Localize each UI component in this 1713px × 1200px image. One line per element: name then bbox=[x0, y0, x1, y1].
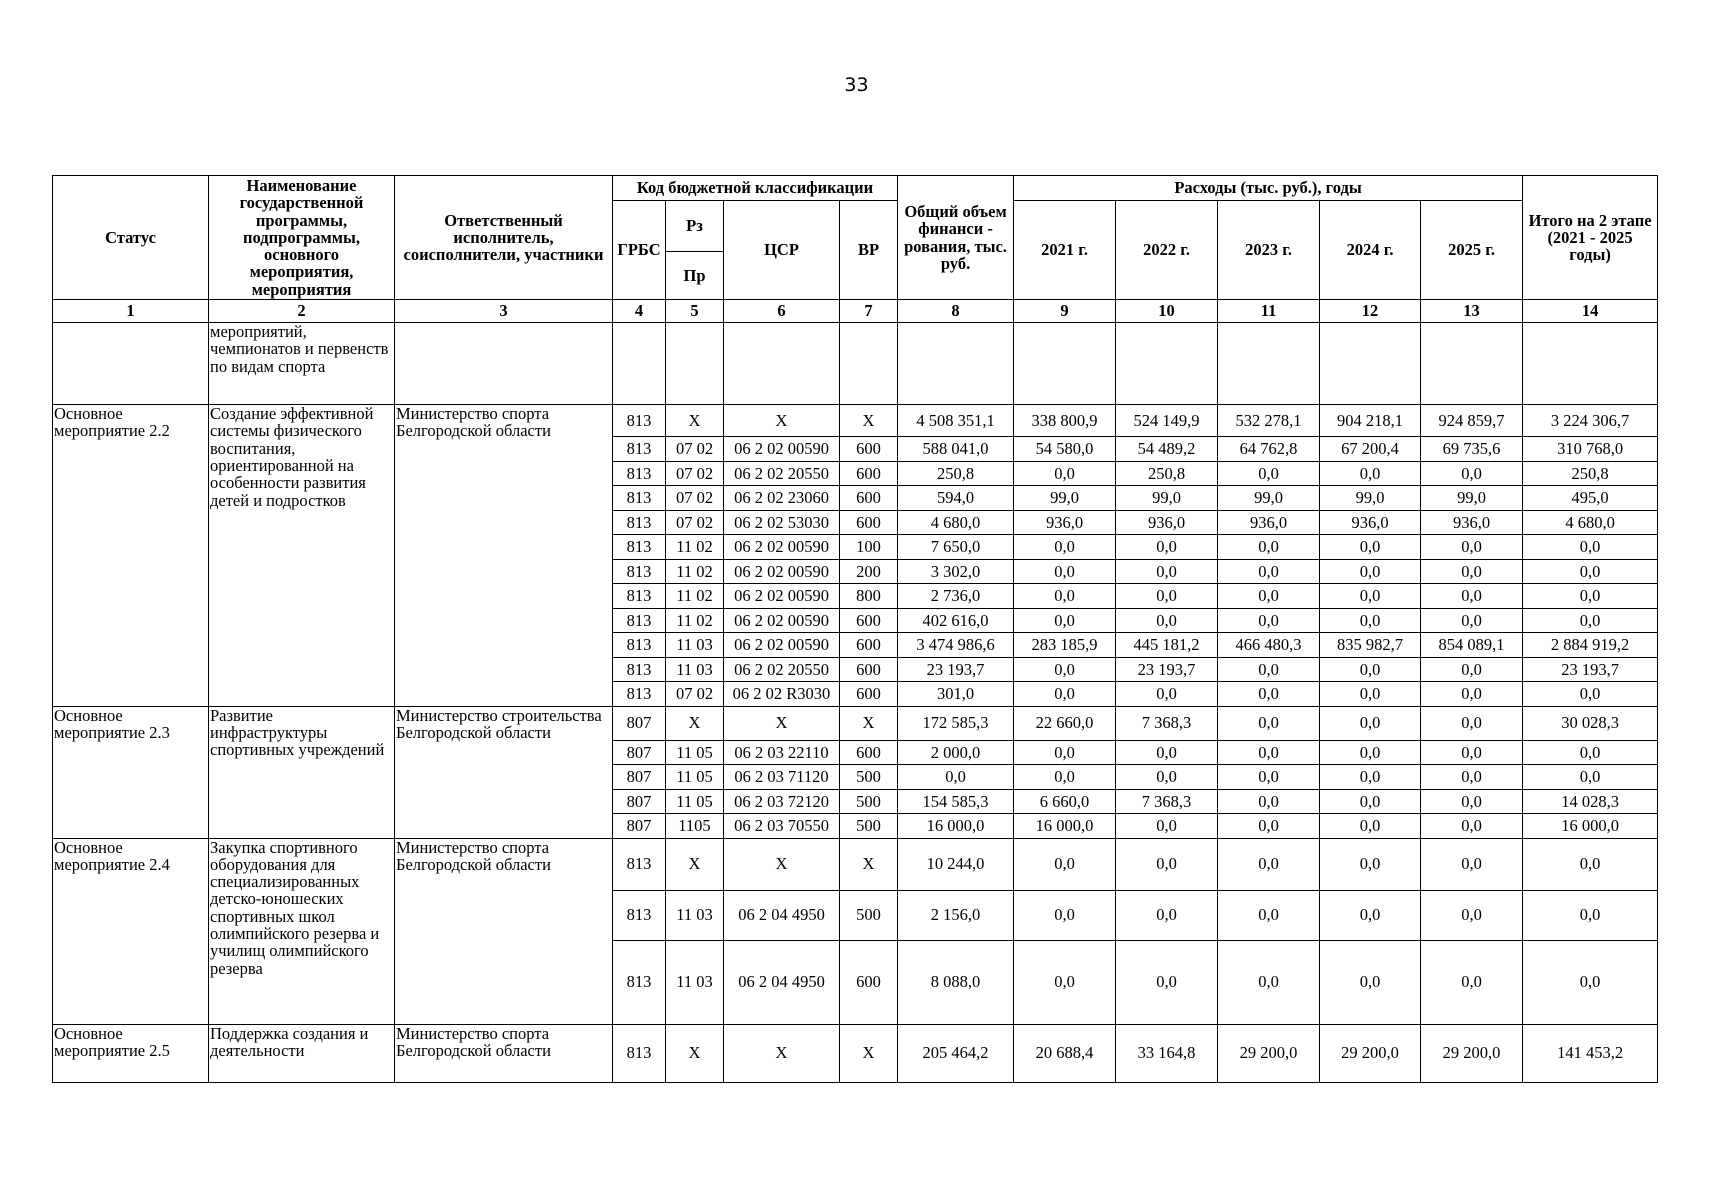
executor-cell: Министерство спорта Белгородской области bbox=[395, 405, 613, 707]
data-cell: 0,0 bbox=[1421, 559, 1523, 584]
data-cell: 99,0 bbox=[1014, 486, 1116, 511]
header-budget-code: Код бюджетной классификации bbox=[613, 176, 898, 201]
table-row bbox=[53, 1024, 1658, 1082]
data-cell: 4 680,0 bbox=[1523, 510, 1658, 535]
data-cell: 0,0 bbox=[1421, 940, 1523, 1024]
data-cell: 594,0 bbox=[898, 486, 1014, 511]
data-cell: 807 bbox=[613, 814, 666, 839]
data-cell: 445 181,2 bbox=[1116, 633, 1218, 658]
data-cell: 0,0 bbox=[1014, 890, 1116, 940]
data-cell: 23 193,7 bbox=[1116, 657, 1218, 682]
data-cell: 23 193,7 bbox=[898, 657, 1014, 682]
data-cell: 813 bbox=[613, 682, 666, 707]
data-cell: 7 368,3 bbox=[1116, 706, 1218, 740]
data-cell: 0,0 bbox=[1218, 584, 1320, 609]
header-expenses: Расходы (тыс. руб.), годы bbox=[1014, 176, 1523, 201]
continuation-name: мероприятий, чемпионатов и первенств по видам спорта bbox=[209, 323, 395, 405]
data-cell: 813 bbox=[613, 890, 666, 940]
data-cell: 0,0 bbox=[1320, 940, 1421, 1024]
data-cell: 14 028,3 bbox=[1523, 789, 1658, 814]
data-cell: 0,0 bbox=[1116, 890, 1218, 940]
data-cell: 141 453,2 bbox=[1523, 1024, 1658, 1082]
data-cell: 0,0 bbox=[1218, 608, 1320, 633]
header-year: 2024 г. bbox=[1320, 201, 1421, 300]
data-cell: 466 480,3 bbox=[1218, 633, 1320, 658]
header-year: 2023 г. bbox=[1218, 201, 1320, 300]
data-cell: 813 bbox=[613, 535, 666, 560]
data-cell: 338 800,9 bbox=[1014, 405, 1116, 437]
data-cell: 0,0 bbox=[1320, 584, 1421, 609]
status-cell bbox=[53, 323, 209, 405]
data-cell: 0,0 bbox=[1320, 838, 1421, 890]
data-cell: 0,0 bbox=[1116, 608, 1218, 633]
data-cell: 29 200,0 bbox=[1421, 1024, 1523, 1082]
header-vr: ВР bbox=[840, 201, 898, 300]
data-cell: 936,0 bbox=[1421, 510, 1523, 535]
data-cell: 0,0 bbox=[1218, 535, 1320, 560]
data-cell: 0,0 bbox=[1218, 657, 1320, 682]
data-cell: 06 2 02 00590 bbox=[724, 559, 840, 584]
data-cell: 3 302,0 bbox=[898, 559, 1014, 584]
table-row bbox=[53, 706, 1658, 740]
data-cell: 588 041,0 bbox=[898, 437, 1014, 462]
data-cell: 2 000,0 bbox=[898, 740, 1014, 765]
data-cell: 0,0 bbox=[1116, 584, 1218, 609]
data-cell: 835 982,7 bbox=[1320, 633, 1421, 658]
data-cell: 600 bbox=[840, 940, 898, 1024]
data-cell: 0,0 bbox=[1320, 657, 1421, 682]
data-cell: 813 bbox=[613, 633, 666, 658]
column-number: 12 bbox=[1320, 300, 1421, 323]
data-cell: 172 585,3 bbox=[898, 706, 1014, 740]
data-cell: 205 464,2 bbox=[898, 1024, 1014, 1082]
data-cell: 936,0 bbox=[1014, 510, 1116, 535]
data-cell: 250,8 bbox=[1523, 461, 1658, 486]
data-cell: 0,0 bbox=[1218, 461, 1320, 486]
data-cell: 0,0 bbox=[1320, 535, 1421, 560]
status-cell: Основное мероприятие 2.5 bbox=[53, 1024, 209, 1082]
data-cell: 06 2 02 00590 bbox=[724, 437, 840, 462]
data-cell: 06 2 02 00590 bbox=[724, 535, 840, 560]
data-cell: 0,0 bbox=[1421, 608, 1523, 633]
data-cell: Х bbox=[724, 838, 840, 890]
data-cell: 0,0 bbox=[1218, 940, 1320, 1024]
data-cell: 813 bbox=[613, 940, 666, 1024]
data-cell: 2 884 919,2 bbox=[1523, 633, 1658, 658]
data-cell: 0,0 bbox=[1421, 657, 1523, 682]
data-cell: 0,0 bbox=[1523, 682, 1658, 707]
data-cell: 10 244,0 bbox=[898, 838, 1014, 890]
data-cell: 0,0 bbox=[1523, 584, 1658, 609]
data-cell: 495,0 bbox=[1523, 486, 1658, 511]
program-name-cell: Закупка спортивного оборудования для специализированных детско-юношеских спортивных школ олимпийского резерва и училищ олимпийского резерва bbox=[209, 838, 395, 1024]
column-number: 2 bbox=[209, 300, 395, 323]
data-cell: 0,0 bbox=[1218, 740, 1320, 765]
data-cell: 16 000,0 bbox=[898, 814, 1014, 839]
header-name: Наименование государственной программы, подпрограммы, основного мероприятия, мероприятия bbox=[209, 176, 395, 300]
header-status: Статус bbox=[53, 176, 209, 300]
data-cell: 0,0 bbox=[1116, 682, 1218, 707]
data-cell: 813 bbox=[613, 486, 666, 511]
data-cell: 3 224 306,7 bbox=[1523, 405, 1658, 437]
data-cell: 813 bbox=[613, 584, 666, 609]
data-cell: 0,0 bbox=[1116, 740, 1218, 765]
data-cell: 600 bbox=[840, 486, 898, 511]
data-cell: 07 02 bbox=[666, 682, 724, 707]
executor-cell: Министерство строительства Белгородской области bbox=[395, 706, 613, 838]
data-cell: Х bbox=[724, 405, 840, 437]
data-cell: 2 156,0 bbox=[898, 890, 1014, 940]
data-cell: 06 2 02 00590 bbox=[724, 584, 840, 609]
data-cell: 600 bbox=[840, 437, 898, 462]
data-cell: 807 bbox=[613, 765, 666, 790]
data-cell: 0,0 bbox=[1014, 740, 1116, 765]
data-cell: 600 bbox=[840, 633, 898, 658]
data-cell: 0,0 bbox=[898, 765, 1014, 790]
column-number: 9 bbox=[1014, 300, 1116, 323]
data-cell: 500 bbox=[840, 814, 898, 839]
column-number: 5 bbox=[666, 300, 724, 323]
data-cell: 0,0 bbox=[1116, 814, 1218, 839]
data-cell: 0,0 bbox=[1320, 559, 1421, 584]
data-cell: 600 bbox=[840, 657, 898, 682]
column-number: 10 bbox=[1116, 300, 1218, 323]
data-cell: 07 02 bbox=[666, 486, 724, 511]
data-cell: 0,0 bbox=[1421, 584, 1523, 609]
data-cell: 11 05 bbox=[666, 740, 724, 765]
data-cell: 100 bbox=[840, 535, 898, 560]
program-name-cell: Поддержка создания и деятельности bbox=[209, 1024, 395, 1082]
data-cell: 99,0 bbox=[1116, 486, 1218, 511]
data-cell: 06 2 03 72120 bbox=[724, 789, 840, 814]
data-cell: 0,0 bbox=[1421, 740, 1523, 765]
data-cell: 06 2 02 00590 bbox=[724, 608, 840, 633]
column-number: 6 bbox=[724, 300, 840, 323]
data-cell: 29 200,0 bbox=[1320, 1024, 1421, 1082]
data-cell: 402 616,0 bbox=[898, 608, 1014, 633]
data-cell: 7 368,3 bbox=[1116, 789, 1218, 814]
data-cell: 936,0 bbox=[1320, 510, 1421, 535]
data-cell: 06 2 02 20550 bbox=[724, 461, 840, 486]
data-cell: 29 200,0 bbox=[1218, 1024, 1320, 1082]
data-cell: 0,0 bbox=[1421, 461, 1523, 486]
program-name-cell: Создание эффективной системы физического воспитания, ориентированной на особенности развития детей и подростков bbox=[209, 405, 395, 707]
data-cell: 11 03 bbox=[666, 890, 724, 940]
data-cell: 16 000,0 bbox=[1523, 814, 1658, 839]
data-cell: 800 bbox=[840, 584, 898, 609]
data-cell: Х bbox=[840, 838, 898, 890]
data-cell: 7 650,0 bbox=[898, 535, 1014, 560]
data-cell: Х bbox=[724, 706, 840, 740]
table-header bbox=[53, 176, 1658, 300]
data-cell: 813 bbox=[613, 405, 666, 437]
header-total-volume: Общий объем финанси - рования, тыс. руб. bbox=[898, 176, 1014, 300]
data-cell: 11 03 bbox=[666, 940, 724, 1024]
data-cell: 06 2 02 00590 bbox=[724, 633, 840, 658]
data-cell: 3 474 986,6 bbox=[898, 633, 1014, 658]
header-itogo: Итого на 2 этапе (2021 - 2025 годы) bbox=[1523, 176, 1658, 300]
data-cell: 0,0 bbox=[1218, 706, 1320, 740]
data-cell: Х bbox=[840, 405, 898, 437]
data-cell: 0,0 bbox=[1320, 706, 1421, 740]
table-row bbox=[53, 405, 1658, 437]
data-cell: 813 bbox=[613, 559, 666, 584]
data-cell: 2 736,0 bbox=[898, 584, 1014, 609]
data-cell: 0,0 bbox=[1014, 657, 1116, 682]
continuation-row bbox=[53, 323, 1658, 405]
data-cell: 0,0 bbox=[1116, 940, 1218, 1024]
data-cell: 6 660,0 bbox=[1014, 789, 1116, 814]
data-cell: Х bbox=[724, 1024, 840, 1082]
data-cell: 600 bbox=[840, 608, 898, 633]
column-number: 14 bbox=[1523, 300, 1658, 323]
data-cell: 0,0 bbox=[1421, 535, 1523, 560]
data-cell: 0,0 bbox=[1014, 682, 1116, 707]
page-number: 33 bbox=[844, 74, 869, 96]
header-year: 2021 г. bbox=[1014, 201, 1116, 300]
data-cell: 0,0 bbox=[1320, 608, 1421, 633]
data-cell: 0,0 bbox=[1218, 789, 1320, 814]
data-cell: 06 2 03 70550 bbox=[724, 814, 840, 839]
header-year: 2022 г. bbox=[1116, 201, 1218, 300]
data-cell: 33 164,8 bbox=[1116, 1024, 1218, 1082]
data-cell: 0,0 bbox=[1014, 559, 1116, 584]
header-grbs: ГРБС bbox=[613, 201, 666, 300]
data-cell: 0,0 bbox=[1218, 890, 1320, 940]
data-cell: 813 bbox=[613, 657, 666, 682]
data-cell: 30 028,3 bbox=[1523, 706, 1658, 740]
data-cell: Х bbox=[840, 1024, 898, 1082]
data-cell: 0,0 bbox=[1218, 814, 1320, 839]
data-cell: 11 02 bbox=[666, 559, 724, 584]
data-cell: 0,0 bbox=[1320, 682, 1421, 707]
data-cell: 0,0 bbox=[1523, 838, 1658, 890]
data-cell: 0,0 bbox=[1523, 559, 1658, 584]
data-cell: 54 580,0 bbox=[1014, 437, 1116, 462]
status-cell: Основное мероприятие 2.3 bbox=[53, 706, 209, 838]
data-cell: 301,0 bbox=[898, 682, 1014, 707]
data-cell: 06 2 03 71120 bbox=[724, 765, 840, 790]
data-cell: 600 bbox=[840, 740, 898, 765]
data-cell: 0,0 bbox=[1014, 940, 1116, 1024]
data-cell: 06 2 02 23060 bbox=[724, 486, 840, 511]
budget-table bbox=[52, 175, 1658, 1083]
data-cell: 0,0 bbox=[1320, 461, 1421, 486]
data-cell: 0,0 bbox=[1320, 789, 1421, 814]
data-cell: 0,0 bbox=[1421, 789, 1523, 814]
data-cell: 0,0 bbox=[1014, 584, 1116, 609]
data-cell: 06 2 02 53030 bbox=[724, 510, 840, 535]
header-csr: ЦСР bbox=[724, 201, 840, 300]
data-cell: 06 2 02 20550 bbox=[724, 657, 840, 682]
data-cell: 11 03 bbox=[666, 657, 724, 682]
data-cell: 532 278,1 bbox=[1218, 405, 1320, 437]
data-cell: Х bbox=[666, 838, 724, 890]
data-cell: 283 185,9 bbox=[1014, 633, 1116, 658]
data-cell: 0,0 bbox=[1320, 740, 1421, 765]
data-cell: 11 05 bbox=[666, 765, 724, 790]
data-cell: 07 02 bbox=[666, 510, 724, 535]
data-cell: 4 508 351,1 bbox=[898, 405, 1014, 437]
data-cell: 0,0 bbox=[1320, 890, 1421, 940]
data-cell: 0,0 bbox=[1421, 890, 1523, 940]
data-cell: 0,0 bbox=[1320, 814, 1421, 839]
data-cell: 854 089,1 bbox=[1421, 633, 1523, 658]
data-cell: Х bbox=[840, 706, 898, 740]
data-cell: 69 735,6 bbox=[1421, 437, 1523, 462]
data-cell: 0,0 bbox=[1523, 765, 1658, 790]
data-cell: 99,0 bbox=[1320, 486, 1421, 511]
data-cell: 0,0 bbox=[1014, 461, 1116, 486]
data-cell: 0,0 bbox=[1014, 608, 1116, 633]
data-cell: 807 bbox=[613, 706, 666, 740]
header-year: 2025 г. bbox=[1421, 201, 1523, 300]
data-cell: 807 bbox=[613, 789, 666, 814]
data-cell: 0,0 bbox=[1014, 535, 1116, 560]
executor-cell: Министерство спорта Белгородской области bbox=[395, 1024, 613, 1082]
data-cell: 500 bbox=[840, 890, 898, 940]
data-cell: 924 859,7 bbox=[1421, 405, 1523, 437]
data-cell: 06 2 04 4950 bbox=[724, 890, 840, 940]
data-cell: 0,0 bbox=[1116, 838, 1218, 890]
data-cell: 0,0 bbox=[1218, 682, 1320, 707]
executor-cell: Министерство спорта Белгородской области bbox=[395, 838, 613, 1024]
data-cell: 813 bbox=[613, 838, 666, 890]
data-cell: 250,8 bbox=[898, 461, 1014, 486]
table-row bbox=[53, 838, 1658, 890]
data-cell: 64 762,8 bbox=[1218, 437, 1320, 462]
data-cell: 500 bbox=[840, 789, 898, 814]
data-cell: 154 585,3 bbox=[898, 789, 1014, 814]
data-cell: 0,0 bbox=[1421, 765, 1523, 790]
column-number: 3 bbox=[395, 300, 613, 323]
status-cell: Основное мероприятие 2.4 bbox=[53, 838, 209, 1024]
data-cell: 904 218,1 bbox=[1320, 405, 1421, 437]
data-cell: Х bbox=[666, 405, 724, 437]
data-cell: 23 193,7 bbox=[1523, 657, 1658, 682]
data-cell: 07 02 bbox=[666, 461, 724, 486]
program-name-cell: Развитие инфраструктуры спортивных учреждений bbox=[209, 706, 395, 838]
header-rz: Рз bbox=[666, 201, 724, 252]
status-cell: Основное мероприятие 2.2 bbox=[53, 405, 209, 707]
data-cell: 99,0 bbox=[1218, 486, 1320, 511]
data-cell: 0,0 bbox=[1523, 740, 1658, 765]
data-cell: 06 2 03 22110 bbox=[724, 740, 840, 765]
data-cell: 0,0 bbox=[1218, 765, 1320, 790]
data-cell: 0,0 bbox=[1116, 765, 1218, 790]
data-cell: 11 02 bbox=[666, 584, 724, 609]
data-cell: 0,0 bbox=[1014, 838, 1116, 890]
data-cell: 54 489,2 bbox=[1116, 437, 1218, 462]
data-cell: 0,0 bbox=[1421, 814, 1523, 839]
data-cell: 500 bbox=[840, 765, 898, 790]
data-cell: 600 bbox=[840, 682, 898, 707]
data-cell: 11 03 bbox=[666, 633, 724, 658]
data-cell: 813 bbox=[613, 437, 666, 462]
column-number: 1 bbox=[53, 300, 209, 323]
data-cell: 11 02 bbox=[666, 535, 724, 560]
column-number: 11 bbox=[1218, 300, 1320, 323]
data-cell: 0,0 bbox=[1320, 765, 1421, 790]
data-cell: 807 bbox=[613, 740, 666, 765]
header-executor: Ответственный исполнитель, соисполнители, участники bbox=[395, 176, 613, 300]
data-cell: 0,0 bbox=[1523, 940, 1658, 1024]
data-cell: Х bbox=[666, 1024, 724, 1082]
data-cell: Х bbox=[666, 706, 724, 740]
data-cell: 11 05 bbox=[666, 789, 724, 814]
data-cell: 0,0 bbox=[1218, 838, 1320, 890]
data-cell: 0,0 bbox=[1014, 765, 1116, 790]
column-numbers-row bbox=[53, 300, 1658, 323]
data-cell: 524 149,9 bbox=[1116, 405, 1218, 437]
data-cell: 06 2 04 4950 bbox=[724, 940, 840, 1024]
data-cell: 0,0 bbox=[1421, 706, 1523, 740]
data-cell: 11 02 bbox=[666, 608, 724, 633]
data-cell: 16 000,0 bbox=[1014, 814, 1116, 839]
data-cell: 0,0 bbox=[1421, 838, 1523, 890]
column-number: 13 bbox=[1421, 300, 1523, 323]
data-cell: 0,0 bbox=[1523, 535, 1658, 560]
table-body bbox=[53, 300, 1658, 1083]
data-cell: 0,0 bbox=[1116, 559, 1218, 584]
data-cell: 67 200,4 bbox=[1320, 437, 1421, 462]
data-cell: 813 bbox=[613, 1024, 666, 1082]
data-cell: 06 2 02 R3030 bbox=[724, 682, 840, 707]
data-cell: 99,0 bbox=[1421, 486, 1523, 511]
column-number: 8 bbox=[898, 300, 1014, 323]
data-cell: 936,0 bbox=[1116, 510, 1218, 535]
data-cell: 813 bbox=[613, 461, 666, 486]
data-cell: 0,0 bbox=[1421, 682, 1523, 707]
data-cell: 07 02 bbox=[666, 437, 724, 462]
data-cell: 1105 bbox=[666, 814, 724, 839]
data-cell: 600 bbox=[840, 461, 898, 486]
column-number: 4 bbox=[613, 300, 666, 323]
data-cell: 22 660,0 bbox=[1014, 706, 1116, 740]
data-cell: 936,0 bbox=[1218, 510, 1320, 535]
data-cell: 200 bbox=[840, 559, 898, 584]
data-cell: 310 768,0 bbox=[1523, 437, 1658, 462]
data-cell: 20 688,4 bbox=[1014, 1024, 1116, 1082]
data-cell: 813 bbox=[613, 510, 666, 535]
data-cell: 0,0 bbox=[1116, 535, 1218, 560]
column-number: 7 bbox=[840, 300, 898, 323]
header-pr: Пр bbox=[666, 252, 724, 300]
data-cell: 600 bbox=[840, 510, 898, 535]
data-cell: 0,0 bbox=[1523, 890, 1658, 940]
data-cell: 4 680,0 bbox=[898, 510, 1014, 535]
data-cell: 8 088,0 bbox=[898, 940, 1014, 1024]
data-cell: 813 bbox=[613, 608, 666, 633]
data-cell: 250,8 bbox=[1116, 461, 1218, 486]
data-cell: 0,0 bbox=[1218, 559, 1320, 584]
data-cell: 0,0 bbox=[1523, 608, 1658, 633]
